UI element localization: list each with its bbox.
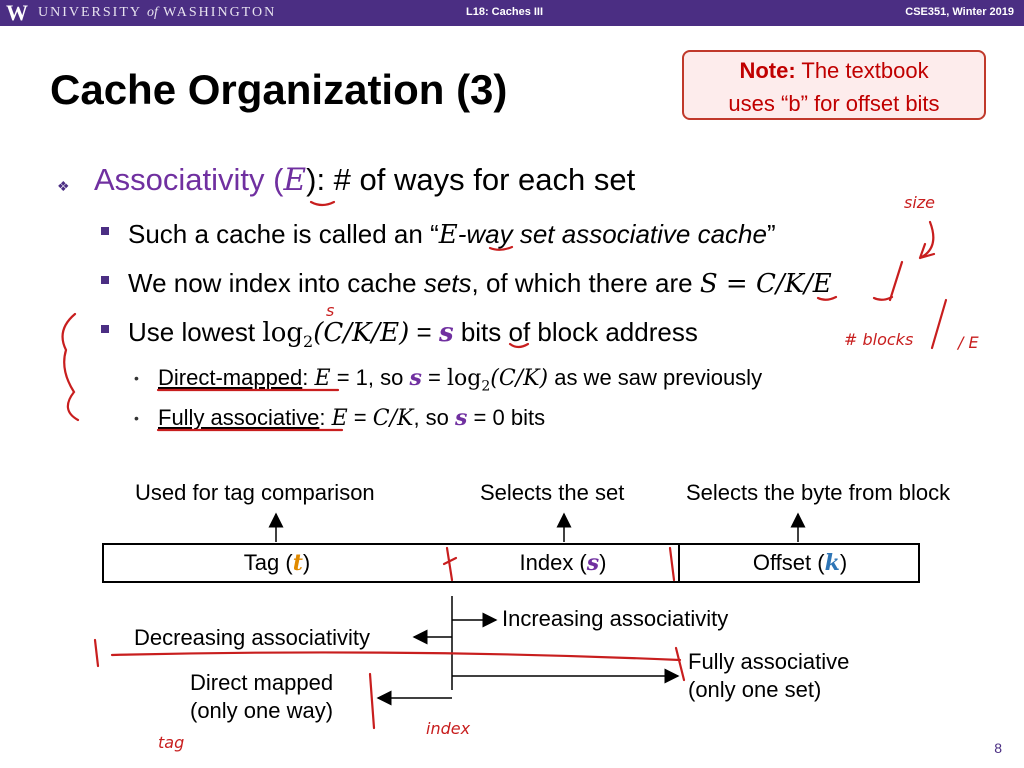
hand-note-s: s [326, 301, 335, 320]
label-selects-byte: Selects the byte from block [686, 480, 951, 505]
subsub1-s: s [409, 365, 422, 391]
university-of: of [146, 5, 158, 20]
direct-mapped-link[interactable]: Direct-mapped [158, 365, 303, 390]
note-text-1: The textbook [801, 58, 929, 83]
hand-underline-e [311, 202, 334, 205]
hand-note-size: size [904, 193, 936, 212]
label-fully-associative-2: (only one set) [688, 677, 822, 702]
offset-label: Offset ( [752, 550, 825, 575]
sub3-log: log [262, 318, 304, 348]
dot-bullet-icon: • [134, 370, 139, 386]
sub2-math: S = C/K/E [699, 269, 832, 299]
sub1-pre: Such a cache is called an “ [128, 219, 439, 249]
hand-tick-left [95, 640, 98, 666]
note-bold: Note: [739, 58, 796, 83]
subsub1-e: E [314, 366, 331, 391]
paren-open: ( [264, 162, 284, 197]
subsub2-e: E [331, 406, 348, 431]
label-direct-mapped-1: Direct mapped [190, 670, 334, 695]
tag-close: ) [302, 550, 311, 575]
sub1-italic: -way set associative cache [457, 219, 767, 249]
label-decreasing-associativity: Decreasing associativity [134, 625, 370, 650]
note-line-2: uses “b” for offset bits [728, 91, 940, 116]
hand-note-slash-e: / E [958, 333, 979, 352]
hand-line-long [112, 652, 680, 660]
hand-slash-e [932, 300, 946, 348]
subsub1-mid: = 1, so [330, 365, 410, 390]
label-selects-set: Selects the set [480, 480, 625, 505]
sub2-mid: , of which there are [471, 268, 700, 298]
sub3-args: (C/K/E) [313, 318, 410, 348]
subsub2-mid: = [347, 405, 373, 430]
tag-label: Tag ( [243, 550, 293, 575]
sub3-post: bits of block address [453, 317, 698, 347]
hand-note-blocks: # blocks [844, 330, 914, 349]
hand-note-tag: tag [158, 733, 185, 752]
bullet1-rest: ): # of ways for each set [306, 162, 636, 197]
var-e: E [283, 162, 307, 198]
hand-mark-tag-index [444, 548, 456, 580]
subsub2-s: s [455, 405, 468, 431]
course-name: CSE351, Winter 2019 [905, 6, 1014, 18]
offset-close: ) [839, 550, 848, 575]
sub3-pre: Use lowest [128, 317, 263, 347]
sub1-post: ” [766, 219, 776, 249]
sub3-eq: = [409, 317, 439, 347]
hand-underline-s [510, 344, 528, 347]
subsub1-post: as we saw previously [548, 365, 763, 390]
label-fully-associative-1: Fully associative [688, 649, 850, 674]
hand-bracket [63, 314, 78, 420]
hand-slash [890, 262, 902, 300]
sub1-var: E [438, 220, 458, 250]
sub2-italic: sets [423, 268, 472, 298]
slide-title: Cache Organization (3) [50, 66, 508, 113]
page-number: 8 [994, 740, 1002, 756]
subsub1-log: log [446, 366, 482, 391]
hand-underline-s-c [818, 297, 892, 300]
hand-arrow-size [920, 222, 934, 258]
label-tag-comparison: Used for tag comparison [135, 480, 375, 505]
index-var: s [586, 550, 600, 576]
index-close: ) [599, 550, 607, 575]
subsub2-colon: : [319, 405, 332, 430]
dot-bullet-icon: • [134, 410, 139, 426]
subsub1-args: (C/K) [490, 366, 549, 391]
lecture-title: L18: Caches III [466, 6, 544, 18]
hand-mark-direct [370, 674, 374, 728]
hand-note-index: index [426, 719, 471, 738]
subsub1-colon: : [302, 365, 315, 390]
hand-mark-fully [676, 648, 684, 680]
diamond-bullet-icon: ❖ [57, 178, 70, 194]
fully-associative-link[interactable]: Fully associative [158, 405, 320, 430]
offset-var: k [824, 550, 840, 576]
label-direct-mapped-2: (only one way) [190, 698, 334, 723]
tag-var: t [292, 550, 303, 576]
sub3-sub: 2 [303, 332, 314, 352]
university-left: UNIVERSITY [38, 5, 142, 20]
university-right: WASHINGTON [163, 5, 277, 20]
subsub1-sub: 2 [481, 378, 491, 395]
subsub2-ck: C/K [372, 406, 414, 431]
hand-mark-index-offset [670, 548, 674, 580]
subsub1-eq: = [421, 365, 447, 390]
hand-underline-e2 [490, 247, 512, 250]
sub2-pre: We now index into cache [128, 268, 424, 298]
uw-logo: W [6, 0, 28, 25]
index-label: Index ( [519, 550, 587, 575]
subsub2-so: , so [413, 405, 456, 430]
associativity-word: Associativity [94, 162, 265, 197]
sub3-s: s [438, 318, 454, 348]
subsub2-post: = 0 bits [467, 405, 546, 430]
label-increasing-associativity: Increasing associativity [502, 606, 729, 631]
